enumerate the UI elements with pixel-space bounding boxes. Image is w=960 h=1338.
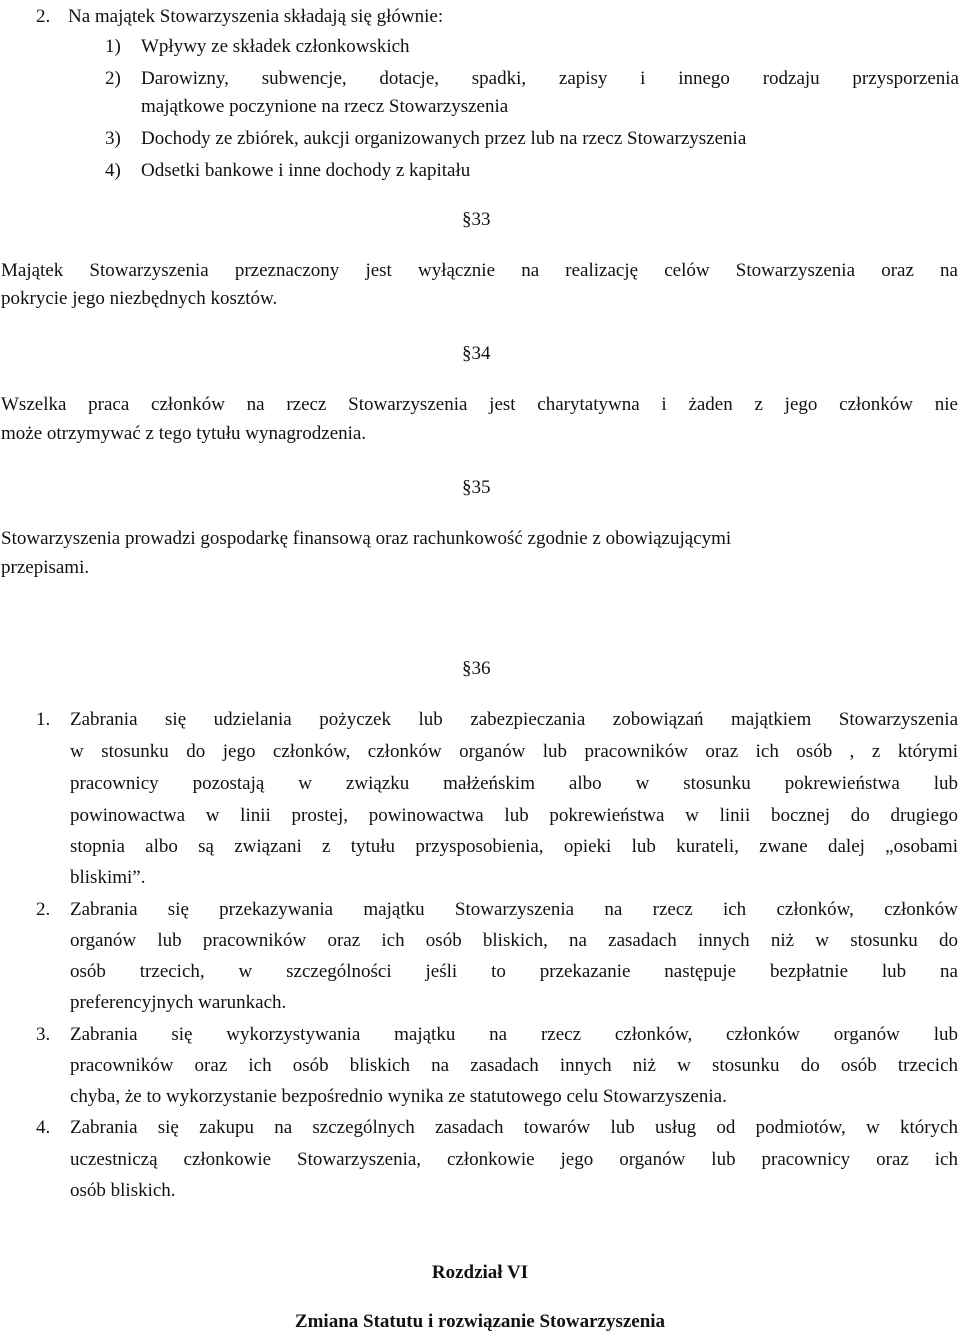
list-item: Odsetki bankowe i inne dochody z kapitału: [141, 160, 471, 181]
list-item-number: 4): [105, 160, 121, 181]
point-text: bliskimi”.: [70, 867, 146, 888]
paragraph-heading: §35: [462, 477, 491, 498]
list-item: Darowizny, subwencje, dotacje, spadki, zapisy i innego rodzaju przysporzenia: [141, 68, 959, 89]
list-item: Dochody ze zbiórek, aukcji organizowanych przez lub na rzecz Stowarzyszenia: [141, 128, 747, 149]
point-text: Zabrania się przekazywania majątku Stowarzyszenia na rzecz ich członków, członków: [70, 899, 958, 920]
point-text: stopnia albo są związani z tytułu przysposobienia, opieki lub kurateli, zwane dalej „osobami: [70, 836, 958, 857]
point-text: Zabrania się wykorzystywania majątku na rzecz członków, członków organów lub: [70, 1024, 958, 1045]
point-text: osób trzecich, w szczególności jeśli to przekazanie następuje bezpłatnie lub na: [70, 961, 958, 982]
point-text: pracownicy pozostają w związku małżeńskim albo w stosunku pokrewieństwa lub: [70, 773, 958, 794]
point-text: w stosunku do jego członków, członków organów lub pracowników oraz ich osób , z którymi: [70, 741, 958, 762]
list-item-number: 3): [105, 128, 121, 149]
paragraph-text: przepisami.: [1, 557, 90, 578]
point-number: 2.: [36, 899, 51, 920]
list-item-number: 1): [105, 36, 121, 57]
section-number: 2.: [36, 6, 51, 27]
chapter-subtitle: Zmiana Statutu i rozwiązanie Stowarzyszenia: [294, 1311, 666, 1332]
point-number: 1.: [36, 709, 51, 730]
point-text: chyba, że to wykorzystanie bezpośrednio wynika ze statutowego celu Stowarzyszenia.: [70, 1086, 727, 1107]
paragraph-text: Wszelka praca członków na rzecz Stowarzyszenia jest charytatywna i żaden z jego członków nie: [1, 394, 958, 415]
list-item: Wpływy ze składek członkowskich: [141, 36, 410, 57]
paragraph-heading: §34: [462, 343, 491, 364]
paragraph-text: może otrzymywać z tego tytułu wynagrodzenia.: [1, 423, 367, 444]
point-text: uczestniczą członkowie Stowarzyszenia, członkowie jego organów lub pracownicy oraz ich: [70, 1149, 958, 1170]
paragraph-text: Majątek Stowarzyszenia przeznaczony jest wyłącznie na realizację celów Stowarzyszenia oraz na: [1, 260, 958, 281]
point-text: organów lub pracowników oraz ich osób bliskich, na zasadach innych niż w stosunku do: [70, 930, 958, 951]
list-item-number: 2): [105, 68, 121, 89]
point-text: osób bliskich.: [70, 1180, 176, 1201]
paragraph-text: Stowarzyszenia prowadzi gospodarkę finansową oraz rachunkowość zgodnie z obowiązującymi: [1, 528, 732, 549]
paragraph-heading: §33: [462, 209, 491, 230]
point-number: 4.: [36, 1117, 51, 1138]
point-text: preferencyjnych warunkach.: [70, 992, 287, 1013]
point-text: Zabrania się zakupu na szczególnych zasadach towarów lub usług od podmiotów, w których: [70, 1117, 958, 1138]
paragraph-heading: §36: [462, 658, 491, 679]
point-number: 3.: [36, 1024, 51, 1045]
point-text: pracowników oraz ich osób bliskich na zasadach innych niż w stosunku do osób trzecich: [70, 1055, 958, 1076]
point-text: Zabrania się udzielania pożyczek lub zabezpieczania zobowiązań majątkiem Stowarzyszenia: [70, 709, 958, 730]
section-intro: Na majątek Stowarzyszenia składają się głównie:: [68, 6, 444, 27]
point-text: powinowactwa w linii prostej, powinowactwa lub pokrewieństwa w linii bocznej do drugiego: [70, 805, 958, 826]
paragraph-text: pokrycie jego niezbędnych kosztów.: [1, 288, 278, 309]
chapter-title: Rozdział VI: [431, 1262, 529, 1283]
list-item-continuation: majątkowe poczynione na rzecz Stowarzyszenia: [141, 96, 509, 117]
